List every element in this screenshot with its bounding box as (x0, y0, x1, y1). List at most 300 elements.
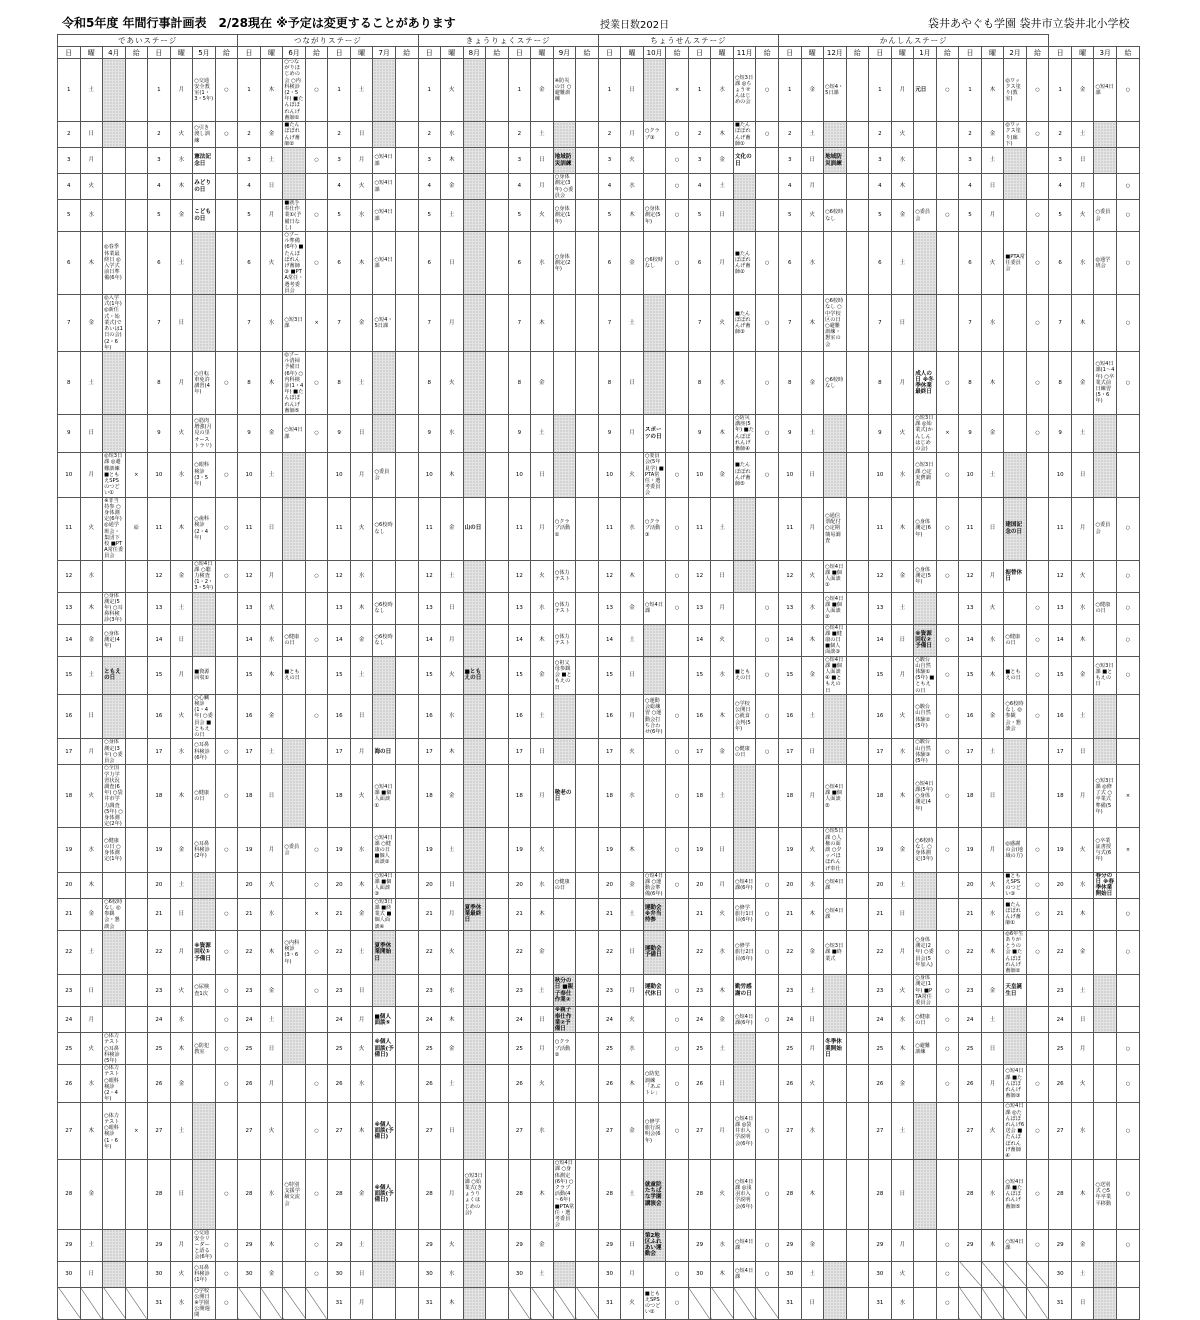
meal-mark (846, 1033, 869, 1065)
meal-mark (125, 148, 148, 174)
day-number: 29 (418, 1229, 441, 1261)
day-row (58, 1160, 1140, 1229)
event-cell: ■たんぽぽれんげ畜師① (733, 122, 756, 148)
meal-mark: × (305, 295, 328, 352)
weekday: 金 (350, 295, 373, 352)
day-number: 12 (508, 560, 531, 592)
weekday: 木 (891, 497, 914, 560)
meal-mark: ○ (1116, 1103, 1139, 1160)
weekday: 月 (170, 656, 193, 694)
day-number: 25 (598, 1033, 621, 1065)
event-cell (103, 1160, 126, 1229)
col-label-weekday: 曜 (621, 47, 644, 59)
weekday: 水 (711, 656, 734, 694)
event-cell (553, 765, 576, 828)
event-cell: ■PTA常任委員会 (1004, 232, 1027, 295)
holiday-label: 夏季休業開始日 (374, 943, 392, 962)
meal-mark (486, 560, 509, 592)
event-cell (103, 872, 126, 898)
meal-mark (125, 1160, 148, 1229)
school-days: 授業日数202日 (600, 20, 670, 31)
weekday: 水 (170, 1007, 193, 1033)
weekday: 金 (711, 148, 734, 174)
weekday: 土 (531, 122, 554, 148)
event-cell (103, 174, 126, 200)
meal-mark: ○ (215, 1065, 238, 1103)
day-number: 22 (869, 930, 892, 974)
weekday: 火 (981, 1103, 1004, 1160)
day-number: 5 (1049, 200, 1072, 232)
event-cell: ○駿台山自然体験②(5年) (914, 694, 937, 738)
weekday (80, 1287, 103, 1319)
meal-mark (756, 1033, 779, 1065)
event-cell (553, 295, 576, 352)
day-number: 20 (148, 872, 171, 898)
weekday: 木 (981, 1229, 1004, 1261)
meal-mark: ○ (666, 232, 689, 295)
col-label-weekday: 曜 (260, 47, 283, 59)
day-number: 21 (1049, 898, 1072, 930)
event-cell (824, 1103, 847, 1160)
event-cell: ○身体測定(4年) (103, 624, 126, 656)
day-number: 26 (418, 1065, 441, 1103)
event-cell (914, 872, 937, 898)
day-number: 1 (869, 59, 892, 122)
event-cell (643, 765, 666, 828)
holiday-label: スポーツの日 (644, 427, 662, 440)
event-cell: ○体力テスト (553, 624, 576, 656)
event-cell: ○短4日課 ■個人面談① (373, 765, 396, 828)
day-number: 7 (328, 295, 351, 352)
meal-mark (305, 656, 328, 694)
day-number: 3 (508, 148, 531, 174)
event-cell (733, 351, 756, 414)
weekday: 水 (891, 148, 914, 174)
day-number: 11 (869, 497, 892, 560)
day-number: 8 (58, 351, 81, 414)
weekday: 水 (711, 930, 734, 974)
weekday: 木 (80, 1103, 103, 1160)
event-cell: ○健康の日 (283, 624, 306, 656)
day-number: 10 (418, 453, 441, 497)
event-cell (1094, 122, 1117, 148)
meal-mark (125, 739, 148, 765)
event-cell (1004, 148, 1027, 174)
meal-mark: ○ (1026, 200, 1049, 232)
weekday: 土 (981, 739, 1004, 765)
event-cell: ○委員会 (283, 828, 306, 872)
day-number: 20 (779, 872, 802, 898)
weekday: 水 (1071, 232, 1094, 295)
event-cell: ○修学旅行説明会(6年) (643, 1103, 666, 1160)
event-cell: ○短4・5日課 (824, 59, 847, 122)
weekday: 金 (711, 453, 734, 497)
day-number: 14 (688, 624, 711, 656)
event-cell (643, 898, 666, 930)
weekday: 月 (711, 1103, 734, 1160)
weekday: 土 (531, 694, 554, 738)
day-number: 8 (238, 351, 261, 414)
meal-mark (576, 497, 599, 560)
col-label-meal: 給 (1026, 47, 1049, 59)
weekday: 水 (1071, 592, 1094, 624)
event-cell: ○避難訓練 (914, 1033, 937, 1065)
event-cell (824, 694, 847, 738)
weekday: 木 (260, 1229, 283, 1261)
event-cell: ○クラブ活動② (553, 1033, 576, 1065)
meal-mark (576, 656, 599, 694)
day-number: 22 (238, 930, 261, 974)
day-number: 15 (418, 656, 441, 694)
event-cell: ○短4日課 ■個人面談③ (373, 872, 396, 898)
meal-mark (395, 560, 418, 592)
event-cell: ○健康の日 (193, 765, 216, 828)
weekday: 土 (711, 497, 734, 560)
event-cell (193, 148, 216, 174)
meal-mark: ○ (215, 1229, 238, 1261)
weekday: 日 (621, 656, 644, 694)
weekday: 金 (621, 872, 644, 898)
day-number: 4 (148, 174, 171, 200)
event-cell (283, 497, 306, 560)
day-number: 21 (418, 898, 441, 930)
day-number: 29 (508, 1229, 531, 1261)
event-cell (1004, 351, 1027, 414)
weekday: 火 (441, 656, 464, 694)
day-number: 30 (418, 1261, 441, 1287)
weekday: 木 (170, 174, 193, 200)
meal-mark (576, 828, 599, 872)
weekday: 月 (801, 765, 824, 828)
holiday-label: 就童院たちばな学園講演会 (644, 1181, 662, 1207)
meal-mark (846, 765, 869, 828)
col-label-day: 日 (508, 47, 531, 59)
meal-mark: ○ (1116, 497, 1139, 560)
meal-mark: ○ (936, 739, 959, 765)
weekday: 土 (170, 872, 193, 898)
weekday: 木 (441, 739, 464, 765)
day-number: 18 (869, 765, 892, 828)
meal-mark: ○ (215, 765, 238, 828)
meal-mark (1026, 975, 1049, 1007)
weekday: 金 (891, 828, 914, 872)
event-cell (824, 739, 847, 765)
event-cell (643, 1229, 666, 1261)
weekday: 火 (80, 765, 103, 828)
event-cell: ○6校時なし (373, 624, 396, 656)
weekday: 木 (441, 453, 464, 497)
weekday: 水 (891, 1287, 914, 1319)
weekday: 金 (1071, 351, 1094, 414)
day-number: 28 (1049, 1160, 1072, 1229)
weekday: 木 (621, 560, 644, 592)
meal-mark (846, 1103, 869, 1160)
meal-mark (1116, 872, 1139, 898)
event-cell (824, 174, 847, 200)
day-number: 2 (238, 122, 261, 148)
day-number: 30 (58, 1261, 81, 1287)
meal-mark (846, 872, 869, 898)
day-number: 20 (328, 872, 351, 898)
day-row (58, 1103, 1140, 1160)
meal-mark: ○ (1026, 351, 1049, 414)
event-cell (1094, 148, 1117, 174)
meal-mark (1026, 1261, 1049, 1287)
meal-mark (666, 624, 689, 656)
event-cell: ○身体測定(2年) (553, 232, 576, 295)
meal-mark (756, 497, 779, 560)
event-cell (103, 59, 126, 122)
event-cell (1004, 1287, 1027, 1319)
weekday: 金 (981, 975, 1004, 1007)
meal-mark (576, 739, 599, 765)
event-cell (373, 1287, 396, 1319)
weekday: 日 (441, 592, 464, 624)
meal-mark (846, 232, 869, 295)
weekday: 日 (981, 174, 1004, 200)
weekday: 水 (170, 1287, 193, 1319)
event-cell (193, 872, 216, 898)
event-cell: ○駿台山自然体験③(5年) (914, 739, 937, 765)
meal-mark (936, 872, 959, 898)
event-cell (1004, 560, 1027, 592)
meal-mark (1116, 453, 1139, 497)
event-cell (193, 624, 216, 656)
col-label-meal: 給 (936, 47, 959, 59)
meal-mark (395, 1033, 418, 1065)
event-cell (103, 560, 126, 592)
meal-mark (1026, 1033, 1049, 1065)
weekday: 水 (260, 1160, 283, 1229)
weekday: 日 (441, 872, 464, 898)
meal-mark: ○ (756, 872, 779, 898)
weekday: 木 (981, 930, 1004, 974)
day-number: 17 (418, 739, 441, 765)
meal-mark (395, 1160, 418, 1229)
meal-mark (305, 1287, 328, 1319)
weekday: 日 (350, 694, 373, 738)
event-cell: ◎感謝の会(地域の方) (1004, 828, 1027, 872)
col-label-weekday: 曜 (441, 47, 464, 59)
event-cell (914, 592, 937, 624)
day-number: 24 (238, 1007, 261, 1033)
weekday: 日 (891, 295, 914, 352)
meal-mark: ○ (756, 453, 779, 497)
day-number (959, 1261, 982, 1287)
meal-mark: ○ (1116, 560, 1139, 592)
day-number: 13 (148, 592, 171, 624)
day-number: 12 (328, 560, 351, 592)
meal-mark: × (305, 898, 328, 930)
weekday: 月 (801, 1033, 824, 1065)
weekday: 火 (1071, 828, 1094, 872)
weekday: 火 (1071, 200, 1094, 232)
day-number: 4 (1049, 174, 1072, 200)
event-cell (103, 148, 126, 174)
weekday: 金 (981, 694, 1004, 738)
event-cell: ○短4日課 ■たんぽぽれんげ畜師③ (1004, 1065, 1027, 1103)
holiday-label: 憲法記念日 (194, 154, 211, 167)
weekday: 日 (170, 1160, 193, 1229)
day-number: 29 (598, 1229, 621, 1261)
event-cell (553, 975, 576, 1007)
day-number: 14 (508, 624, 531, 656)
event-cell (463, 232, 486, 295)
weekday: 水 (350, 828, 373, 872)
event-cell (824, 1065, 847, 1103)
meal-mark (395, 122, 418, 148)
weekday: 日 (80, 694, 103, 738)
weekday: 金 (1071, 1229, 1094, 1261)
meal-mark (666, 898, 689, 930)
day-number: 14 (418, 624, 441, 656)
day-number: 13 (598, 592, 621, 624)
weekday: 金 (801, 1229, 824, 1261)
col-label-day: 日 (328, 47, 351, 59)
event-cell: ○短4日課 (283, 414, 306, 452)
event-cell: ○身体測定(3年) ○委員会 (103, 739, 126, 765)
event-cell: ○健康の日 (553, 872, 576, 898)
day-number: 1 (238, 59, 261, 122)
day-number: 27 (959, 1103, 982, 1160)
weekday: 月 (260, 828, 283, 872)
event-cell (463, 1261, 486, 1287)
event-cell: ○6校時なし ◎参観会・懇談会 (1004, 694, 1027, 738)
meal-mark (125, 872, 148, 898)
event-cell (373, 59, 396, 122)
day-number: 9 (508, 414, 531, 452)
day-number: 22 (959, 930, 982, 974)
event-cell (553, 828, 576, 872)
weekday: 月 (350, 148, 373, 174)
weekday: 火 (441, 351, 464, 414)
event-cell (914, 148, 937, 174)
day-number: 5 (508, 200, 531, 232)
meal-mark: ○ (936, 656, 959, 694)
event-cell (914, 1103, 937, 1160)
event-cell: ○体力テスト ○眼科検診(1・6年) (103, 1103, 126, 1160)
event-cell (283, 1065, 306, 1103)
day-number: 4 (58, 174, 81, 200)
event-cell (553, 1065, 576, 1103)
weekday: 金 (170, 200, 193, 232)
event-cell: ○筋肉増強(月見の里オーストラリ) (193, 414, 216, 452)
weekday: 土 (260, 1007, 283, 1033)
day-number: 7 (508, 295, 531, 352)
weekday: 水 (441, 414, 464, 452)
weekday: 木 (441, 1007, 464, 1033)
event-cell (733, 148, 756, 174)
weekday: 火 (260, 592, 283, 624)
meal-mark (1116, 414, 1139, 452)
weekday: 水 (531, 232, 554, 295)
meal-mark (395, 148, 418, 174)
meal-mark (486, 828, 509, 872)
day-number: 15 (1049, 656, 1072, 694)
meal-mark (125, 898, 148, 930)
event-cell: ◎ワックス塗り(廊下) (1004, 122, 1027, 148)
event-cell (553, 414, 576, 452)
holiday-label: ともえの日 (104, 669, 121, 682)
event-cell: ○短4日課 (373, 200, 396, 232)
event-cell (463, 592, 486, 624)
weekday: 木 (711, 975, 734, 1007)
meal-mark: ○ (1026, 592, 1049, 624)
weekday: 月 (260, 1065, 283, 1103)
day-number: 19 (598, 828, 621, 872)
holiday-label: ■ともえの日 (464, 669, 482, 682)
month-header: 7月 (373, 47, 396, 59)
meal-mark: ○ (1116, 1160, 1139, 1229)
weekday: 日 (711, 560, 734, 592)
event-cell: ○短4日課 ○身体測定(6年) ○クラブ活動(4～6年) ■PTA常任・選考委員会 (554, 1160, 575, 1229)
day-row (58, 174, 1140, 200)
event-cell: ■たんぽぽれんげ畜師⑤ (733, 453, 756, 497)
weekday: 水 (801, 592, 824, 624)
holiday-label: 運動会予備日 (644, 946, 662, 959)
meal-mark (215, 872, 238, 898)
weekday: 金 (170, 1065, 193, 1103)
meal-mark: × (1116, 828, 1139, 872)
meal-mark (846, 1007, 869, 1033)
event-cell (193, 1160, 216, 1229)
event-cell: ○短4日課 (373, 232, 396, 295)
meal-mark (1116, 975, 1139, 1007)
day-row (58, 351, 1140, 414)
day-number: 4 (238, 174, 261, 200)
weekday: 土 (260, 453, 283, 497)
holiday-label: ※個人面談(予備日) (374, 1122, 394, 1141)
event-cell: ■ともえSPSのつどい② (643, 1287, 666, 1319)
day-number: 9 (869, 414, 892, 452)
weekday: 金 (441, 1033, 464, 1065)
day-number: 20 (959, 872, 982, 898)
event-cell (643, 1160, 666, 1229)
meal-mark: ○ (936, 200, 959, 232)
event-cell (733, 828, 756, 872)
col-label-day: 日 (688, 47, 711, 59)
event-cell (1004, 765, 1027, 828)
stage-header: であいステージ (58, 35, 238, 47)
day-number: 25 (418, 1033, 441, 1065)
event-cell (463, 148, 486, 174)
day-number: 12 (418, 560, 441, 592)
weekday: 水 (981, 295, 1004, 352)
holiday-label: 秋分の日 ■親子奉仕作業② (554, 978, 574, 1003)
meal-mark (125, 975, 148, 1007)
weekday: 木 (711, 694, 734, 738)
stage-header: かんしんステージ (779, 35, 1049, 47)
weekday: 水 (981, 624, 1004, 656)
meal-mark (936, 174, 959, 200)
meal-mark: ○ (756, 351, 779, 414)
day-number: 18 (598, 765, 621, 828)
weekday: 月 (711, 232, 734, 295)
day-number: 13 (959, 592, 982, 624)
day-number: 24 (508, 1007, 531, 1033)
weekday: 木 (711, 1261, 734, 1287)
event-cell: ○短4日課 (733, 1229, 756, 1261)
meal-mark: × (666, 59, 689, 122)
meal-mark: ○ (1116, 174, 1139, 200)
meal-mark (125, 765, 148, 828)
event-cell (643, 739, 666, 765)
meal-mark (936, 148, 959, 174)
weekday: 月 (1071, 174, 1094, 200)
weekday: 月 (170, 930, 193, 974)
day-number: 29 (58, 1229, 81, 1261)
event-cell (1004, 1033, 1027, 1065)
